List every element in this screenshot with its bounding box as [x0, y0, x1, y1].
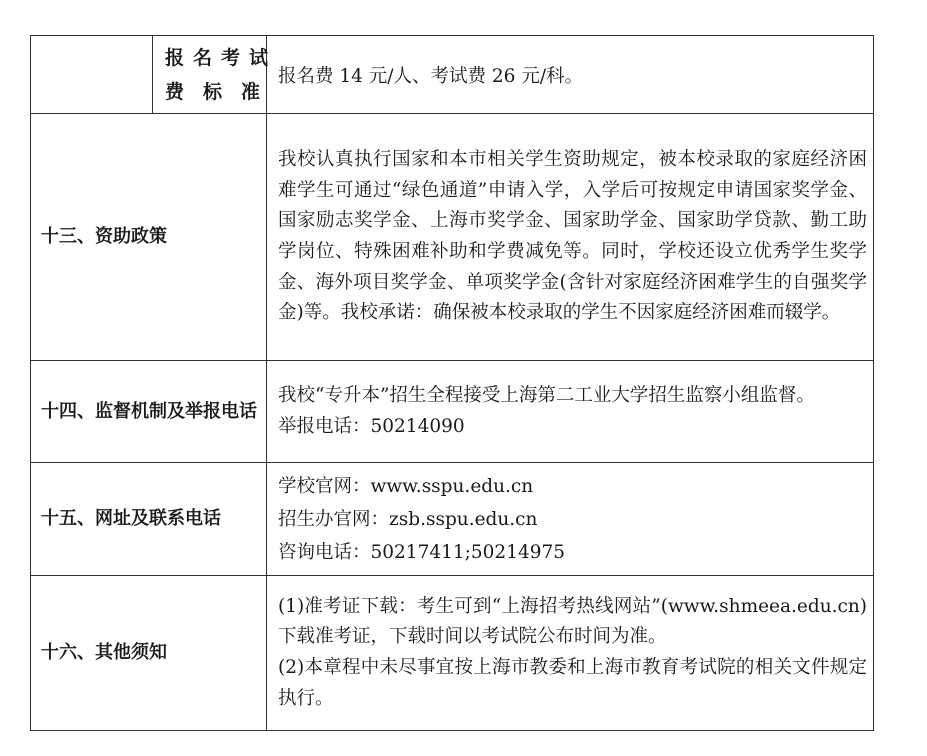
other-heading: 十六、其他须知 [31, 576, 267, 731]
aid-heading: 十三、资助政策 [31, 114, 267, 361]
admissions-info-table [30, 35, 874, 731]
aid-row [31, 114, 874, 361]
other-item-1: (1)准考证下载：考生可到“上海招考热线网站”(www.shmeea.edu.cn)下载准考证，下载时间以考试院公布时间为准。 [278, 595, 867, 648]
empty-cell [31, 36, 153, 114]
fee-row [31, 36, 874, 114]
consult-phone: 咨询电话：50217411;50214975 [278, 541, 566, 563]
other-item-2: (2)本章程中未尽事宜按上海市教委和上海市教育考试院的相关文件规定执行。 [278, 657, 867, 709]
contact-row [31, 463, 874, 576]
supervision-heading: 十四、监督机制及举报电话 [31, 361, 267, 463]
supervision-text: 我校“专升本”招生全程接受上海第二工业大学招生监察小组监督。 [278, 384, 815, 406]
aid-text: 我校认真执行国家和本市相关学生资助规定，被本校录取的家庭经济困难学生可通过“绿色通道”申请入学，入学后可按规定申请国家奖学金、国家励志奖学金、上海市奖学金、国家助学金、国家助学贷款、勤工助学岗位、特殊困难补助和学费减免等。同时，学校还设立优秀学生奖学金、海外项目奖学金、单项奖学金(含针对家庭经济困难学生的自强奖学金)等。我校承诺：确保被本校录取的学生不因家庭经济困难而辍学。 [267, 114, 874, 361]
admissions-website: 招生办官网：zsb.sspu.edu.cn [278, 508, 538, 530]
supervision-row [31, 361, 874, 463]
fee-text: 报名费 14 元/人、考试费 26 元/科。 [267, 36, 874, 114]
contact-heading: 十五、网址及联系电话 [31, 463, 267, 576]
fee-label-cell [153, 36, 280, 114]
report-hotline: 举报电话：50214090 [278, 415, 465, 437]
fee-label-line1: 报名考试 [165, 46, 278, 69]
other-cell [267, 576, 874, 731]
contact-cell [267, 463, 874, 576]
other-row [31, 576, 874, 731]
school-website: 学校官网：www.sspu.edu.cn [278, 475, 534, 497]
fee-label-line2: 费标准 [165, 80, 280, 103]
supervision-cell [267, 361, 874, 463]
